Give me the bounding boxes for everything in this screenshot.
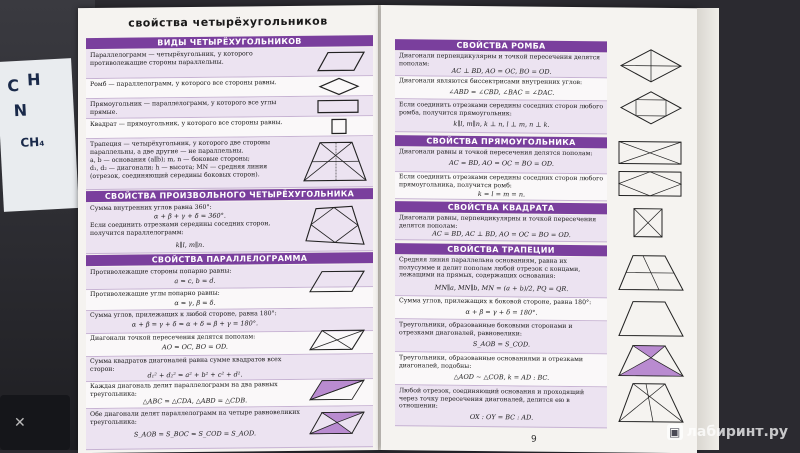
left-page (78, 5, 381, 453)
square-figure (631, 206, 667, 242)
phone-object (0, 395, 70, 450)
rectangle-figures (613, 139, 689, 200)
section-header: СВОЙСТВА КВАДРАТА (395, 201, 607, 214)
formula: S_AOB = S_BOC = S_COD = S_AOD. (90, 429, 300, 439)
book-icon: ▣ (667, 424, 683, 440)
parallelogram-triangles-figure (306, 377, 368, 404)
property-text: Диагонали равны, перпендикулярны и точкой пересечения делятся пополам: (399, 214, 604, 231)
page-title: свойства четырёхугольников (128, 15, 328, 30)
definition-text: a, b — основания (a∥b); m, n — боковые стороны; (90, 155, 295, 165)
formula: k = l = m = n. (399, 189, 604, 199)
formula: k∥l, m∥n. (90, 240, 290, 250)
property-text: Диагонали равны и точкой пересечения делятся пополам: (399, 148, 604, 158)
right-page (381, 5, 697, 453)
watermark-text: лабиринт.ру (687, 424, 788, 440)
formula: OX : OY = BC : AD. (399, 412, 604, 422)
section-header: СВОЙСТВА РОМБА (395, 39, 607, 52)
square-figure (330, 117, 348, 135)
parallelogram-figure (308, 50, 366, 73)
page-edges (697, 8, 719, 450)
formula: d₁² + d₂² = a² + b² + c² + d². (90, 370, 300, 380)
page-number: 9 (531, 435, 537, 445)
formula: △ABC = △CDA, △ABD = △CDB. (90, 396, 300, 406)
section-header: СВОЙСТВА ПРОИЗВОЛЬНОГО ЧЕТЫРЁХУГОЛЬНИКА (86, 188, 373, 202)
rhombus-figure (318, 77, 360, 95)
definition-text: d₁, d₂ — диагонали; h — высота; MN — средняя линия (отрезок, соединяющий середины боковых сторон). (90, 163, 295, 180)
phone-icon: ✕ (14, 417, 26, 429)
quadrilateral-figure (300, 202, 370, 249)
watermark (667, 424, 788, 440)
property-text: Средняя линия параллельна основаниям, равна их полусумме и делит пополам любой отрезок с концами, лежащими на прямых, содержащих основания: (399, 256, 604, 281)
formula: AC ⊥ BD, AO = OC, BO = OD. (399, 66, 604, 76)
property-text: Диагонали являются биссектрисами внутренних углов: (399, 77, 604, 87)
definition-text: Параллелограмм — четырёхугольник, у которого противолежащие стороны параллельны. (90, 50, 300, 67)
formula: α + β + γ + δ = 360°. (90, 211, 290, 221)
formula: AC = BD, AC ⊥ BD, AO = OC = BO = OD. (399, 229, 604, 239)
definition-text: Трапеция — четырёхугольник, у которого две стороны параллельны, а две другие — не параллельны. (90, 139, 295, 156)
property-text: Любой отрезок, соединяющий основания и проходящий через точку пересечения диагоналей, делится ею в отношении: (399, 387, 604, 412)
property-text: Обе диагонали делят параллелограмм на четыре равновеликих треугольника: (90, 409, 300, 426)
definition-text: Квадрат — прямоугольник, у которого все стороны равны. (90, 119, 300, 129)
chem-label: H (27, 70, 41, 90)
property-text: Сумма квадратов диагоналей равна сумме квадратов всех сторон: (90, 356, 300, 373)
formula: ∠ABD = ∠CBD, ∠BAC = ∠DAC. (399, 87, 604, 97)
property-text: Противолежащие углы попарно равны: (90, 289, 300, 299)
formula: AC = BD, AO = OC = BO = OD. (399, 158, 604, 168)
rhombus-figures (613, 45, 689, 134)
rectangle-figure (316, 98, 360, 114)
trapezoid-figures (613, 249, 691, 428)
section-header: СВОЙСТВА ТРАПЕЦИИ (395, 243, 607, 256)
property-text: Сумма внутренних углов равна 360°: (90, 203, 290, 213)
property-text: Диагонали перпендикулярны и точкой пересечения делятся пополам: (399, 52, 604, 69)
section-header: СВОЙСТВА ПРЯМОУГОЛЬНИКА (395, 135, 607, 148)
section-header: ВИДЫ ЧЕТЫРЁХУГОЛЬНИКОВ (86, 35, 373, 49)
property-text: Если соединить отрезками середины соседних сторон любого прямоугольника, получится ромб: (399, 173, 604, 190)
section-header: СВОЙСТВА ПАРАЛЛЕЛОГРАММА (86, 252, 373, 266)
formula: a = c, b = d. (90, 276, 300, 286)
formula: MN∥a, MN∥b, MN = (a + b)/2, PQ = QR. (399, 283, 604, 293)
chem-label: N (13, 101, 27, 121)
background-book (0, 58, 79, 212)
trapezoid-figure (300, 138, 370, 185)
formula: α + β = γ + δ = α + δ = β + γ = 180°. (90, 319, 300, 329)
property-text: Если соединить отрезками середины соседних сторон, получится параллелограмм: (90, 220, 290, 237)
formula: AO = OC, BO = OD. (90, 342, 300, 352)
property-text: Треугольники, образованные боковыми сторонами и отрезками диагоналей, равновелики: (399, 321, 604, 338)
formula: S_AOB = S_COD. (399, 339, 604, 349)
formula: k∥l, m∥n, k ⊥ n, l ⊥ m, n ⊥ k. (399, 119, 604, 129)
formula: α + β = γ + δ = 180°. (399, 307, 604, 317)
formula: △AOD ∼ △COB, k = AD : BC. (399, 372, 604, 382)
property-text: Сумма углов, прилежащих к любой стороне, равна 180°: (90, 310, 300, 320)
property-text: Сумма углов, прилежащих к боковой стороне, равна 180°: (399, 297, 604, 307)
chem-label: C (7, 76, 20, 96)
property-text: Диагонали точкой пересечения делятся пополам: (90, 333, 300, 343)
property-text: Если соединить отрезками середины соседних сторон любого ромба, получится прямоугольник: (399, 101, 604, 118)
parallelogram-diagonals-figure (306, 327, 368, 354)
property-text: Треугольники, образованные основаниями и отрезками диагоналей, подобны: (399, 354, 604, 371)
property-text: Противолежащие стороны попарно равны: (90, 267, 300, 277)
parallelogram-figure (306, 267, 368, 296)
definition-text: Прямоугольник — параллелограмм, у которого все углы прямые. (90, 99, 300, 116)
property-text: Каждая диагональ делит параллелограмм на два равных треугольника: (90, 381, 300, 398)
formula: α = γ, β = δ. (90, 298, 300, 308)
chem-label: CH₄ (20, 135, 45, 150)
definition-text: Ромб — параллелограмм, у которого все стороны равны. (90, 79, 300, 89)
parallelogram-four-triangles-figure (306, 409, 368, 438)
